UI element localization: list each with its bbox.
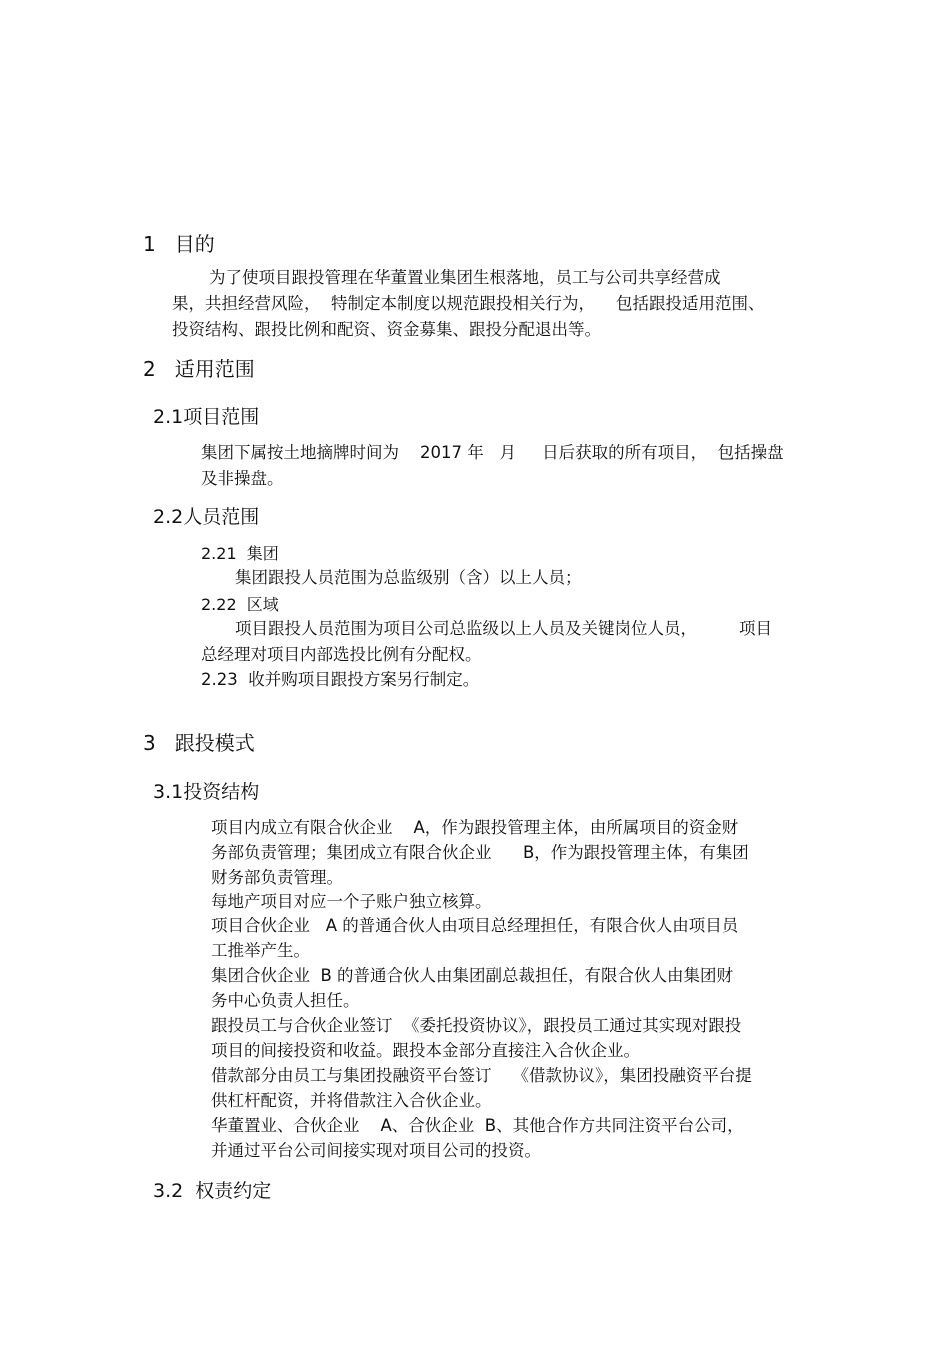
section-3-1-line: 务中心负责人担任。 xyxy=(211,991,360,1010)
section-2-1-paragraph-line: 及非操盘。 xyxy=(201,469,284,488)
section-3-1-line: 项目内成立有限合伙企业 A，作为跟投管理主体，由所属项目的资金财 xyxy=(211,818,739,837)
section-3-heading: 3 跟投模式 xyxy=(143,731,255,755)
item-2-21-heading: 2.21 集团 xyxy=(201,544,279,563)
section-3-1-line: 每地产项目对应一个子账户独立核算。 xyxy=(211,892,492,911)
section-3-1-line: 集团合伙企业 B 的普通合伙人由集团副总裁担任，有限合伙人由集团财 xyxy=(211,966,734,985)
item-2-22-text-line: 项目跟投人员范围为项目公司总监级以上人员及关键岗位人员， 项目 xyxy=(235,619,772,638)
item-2-22-text-line: 总经理对项目内部选投比例有分配权。 xyxy=(201,645,482,664)
section-3-1-line: 务部负责管理；集团成立有限合伙企业 B，作为跟投管理主体，有集团 xyxy=(211,843,749,862)
section-3-1-line: 跟投员工与合伙企业签订 《委托投资协议》，跟投员工通过其实现对跟投 xyxy=(211,1016,742,1035)
item-2-22-heading: 2.22 区域 xyxy=(201,595,279,614)
section-2-1-paragraph-line: 集团下属按土地摘牌时间为 2017 年 月 日后获取的所有项目， 包括操盘 xyxy=(201,443,784,462)
section-3-2-heading: 3.2 权责约定 xyxy=(153,1180,272,1202)
section-1-paragraph-line: 果，共担经营风险， 特制定本制度以规范跟投相关行为， 包括跟投适用范围、 xyxy=(172,294,765,313)
section-3-1-line: 项目合伙企业 A 的普通合伙人由项目总经理担任，有限合伙人由项目员 xyxy=(211,916,739,935)
item-2-21-text: 集团跟投人员范围为总监级别（含）以上人员； xyxy=(235,568,582,587)
item-2-23-text: 2.23 收并购项目跟投方案另行制定。 xyxy=(201,670,480,689)
section-3-1-line: 并通过平台公司间接实现对项目公司的投资。 xyxy=(211,1141,541,1160)
section-1-paragraph-line: 投资结构、跟投比例和配资、资金募集、跟投分配退出等。 xyxy=(172,320,601,339)
section-2-2-heading: 2.2人员范围 xyxy=(153,506,260,528)
section-2-heading: 2 适用范围 xyxy=(143,357,255,381)
section-3-1-line: 借款部分由员工与集团投融资平台签订 《借款协议》，集团投融资平台提 xyxy=(211,1066,752,1085)
section-3-1-line: 供杠杆配资，并将借款注入合伙企业。 xyxy=(211,1091,492,1110)
section-3-1-line: 项目的间接投资和收益。跟投本金部分直接注入合伙企业。 xyxy=(211,1041,640,1060)
section-2-1-heading: 2.1项目范围 xyxy=(153,406,260,428)
section-1-paragraph-line: 为了使项目跟投管理在华董置业集团生根落地，员工与公司共享经营成 xyxy=(209,268,721,287)
section-3-1-line: 华董置业、合伙企业 A、合伙企业 B、其他合作方共同注资平台公司， xyxy=(211,1116,744,1135)
section-3-1-heading: 3.1投资结构 xyxy=(153,781,260,803)
section-1-heading: 1 目的 xyxy=(143,232,215,256)
section-3-1-line: 工推举产生。 xyxy=(211,941,310,960)
section-3-1-line: 财务部负责管理。 xyxy=(211,868,343,887)
